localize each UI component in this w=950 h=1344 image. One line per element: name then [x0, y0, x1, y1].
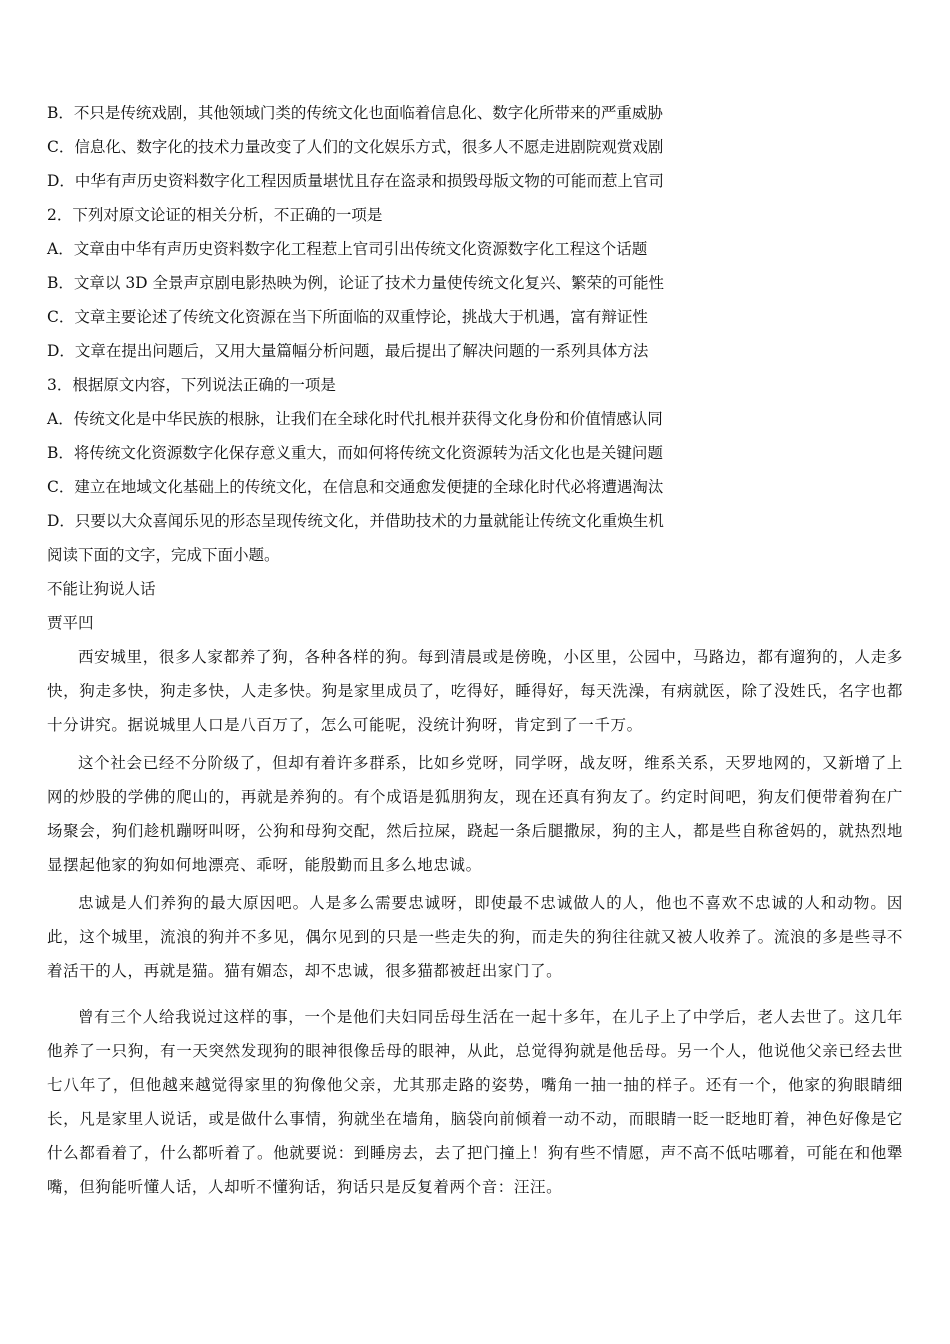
option-b-q2: B．文章以 3D 全景声京剧电影热映为例，论证了技术力量使传统文化复兴、繁荣的可能性 — [47, 274, 665, 292]
option-b-q3: B．将传统文化资源数字化保存意义重大，而如何将传统文化资源转为活文化也是关键问题 — [47, 444, 663, 462]
article-paragraph-1: 西安城里，很多人家都养了狗，各种各样的狗。每到清晨或是傍晚，小区里，公园中，马路边，都有遛狗的，人走多快，狗走多快，狗走多快，人走多快。狗是家里成员了，吃得好，睡得好，每天洗澡，有病就医，除了没姓氏，名字也都十分讲究。据说城里人口是八百万了，怎么可能呢，没统计狗呀，肯定到了一千万。 — [47, 648, 903, 734]
option-a-q2: A．文章由中华有声历史资料数字化工程惹上官司引出传统文化资源数字化工程这个话题 — [47, 240, 648, 258]
article-paragraph-4: 曾有三个人给我说过这样的事，一个是他们夫妇同岳母生活在一起十多年，在儿子上了中学后，老人去世了。这几年他养了一只狗，有一天突然发现狗的眼神很像岳母的眼神，从此，总觉得狗就是他岳母。另一个人，他说他父亲已经去世七八年了，但他越来越觉得家里的狗像他父亲，尤其那走路的姿势，嘴角一抽一抽的样子。还有一个，他家的狗眼睛细长，凡是家里人说话，或是做什么事情，狗就坐在墙角，脑袋向前倾着一动不动，而眼睛一眨一眨地盯着，神色好像是它什么都看着了，什么都听着了。他就要说：到睡房去，去了把门撞上！狗有些不情愿，声不高不低咕哪着，可能在和他犟嘴，但狗能听懂人话，人却听不懂狗话，狗话只是反复着两个音：汪汪。 — [47, 1008, 903, 1196]
option-d-q1: D．中华有声历史资料数字化工程因质量堪忧且存在盗录和损毁母版文物的可能而惹上官司 — [47, 172, 664, 190]
option-d-q3: D．只要以大众喜闻乐见的形态呈现传统文化，并借助技术的力量就能让传统文化重焕生机 — [47, 512, 664, 530]
option-b-q1: B．不只是传统戏剧，其他领域门类的传统文化也面临着信息化、数字化所带来的严重威胁 — [47, 104, 663, 122]
article-paragraph-3: 忠诚是人们养狗的最大原因吧。人是多么需要忠诚呀，即使最不忠诚做人的人，他也不喜欢不忠诚的人和动物。因此，这个城里，流浪的狗并不多见，偶尔见到的只是一些走失的狗，而走失的狗往往就又被人收养了。流浪的多是些寻不着活干的人，再就是猫。猫有媚态，却不忠诚，很多猫都被赶出家门了。 — [47, 894, 903, 980]
option-a-q3: A．传统文化是中华民族的根脉，让我们在全球化时代扎根并获得文化身份和价值情感认同 — [47, 410, 663, 428]
article-title: 不能让狗说人话 — [47, 580, 156, 598]
reading-instruction: 阅读下面的文字，完成下面小题。 — [47, 546, 280, 564]
article-author: 贾平凹 — [47, 614, 94, 632]
option-c-q2: C．文章主要论述了传统文化资源在当下所面临的双重悖论，挑战大于机遇，富有辩证性 — [47, 308, 648, 326]
question-3-stem: 3．根据原文内容，下列说法正确的一项是 — [47, 376, 336, 394]
option-d-q2: D．文章在提出问题后，又用大量篇幅分析问题，最后提出了解决问题的一系列具体方法 — [47, 342, 649, 360]
article-paragraph-2: 这个社会已经不分阶级了，但却有着许多群系，比如乡党呀，同学呀，战友呀，维系关系，天罗地网的，又新增了上网的炒股的学佛的爬山的，再就是养狗的。有个成语是狐朋狗友，现在还真有狗友了。约定时间吧，狗友们便带着狗在广场聚会，狗们趁机蹦呀叫呀，公狗和母狗交配，然后拉屎，跷起一条后腿撒尿，狗的主人，都是些自称爸妈的，就热烈地显摆起他家的狗如何地漂亮、乖呀，能殷勤而且多么地忠诚。 — [47, 754, 903, 874]
question-2-stem: 2．下列对原文论证的相关分析，不正确的一项是 — [47, 206, 383, 224]
option-c-q3: C．建立在地域文化基础上的传统文化，在信息和交通愈发便捷的全球化时代必将遭遇淘汰 — [47, 478, 664, 496]
option-c-q1: C．信息化、数字化的技术力量改变了人们的文化娱乐方式，很多人不愿走进剧院观赏戏剧 — [47, 138, 664, 156]
